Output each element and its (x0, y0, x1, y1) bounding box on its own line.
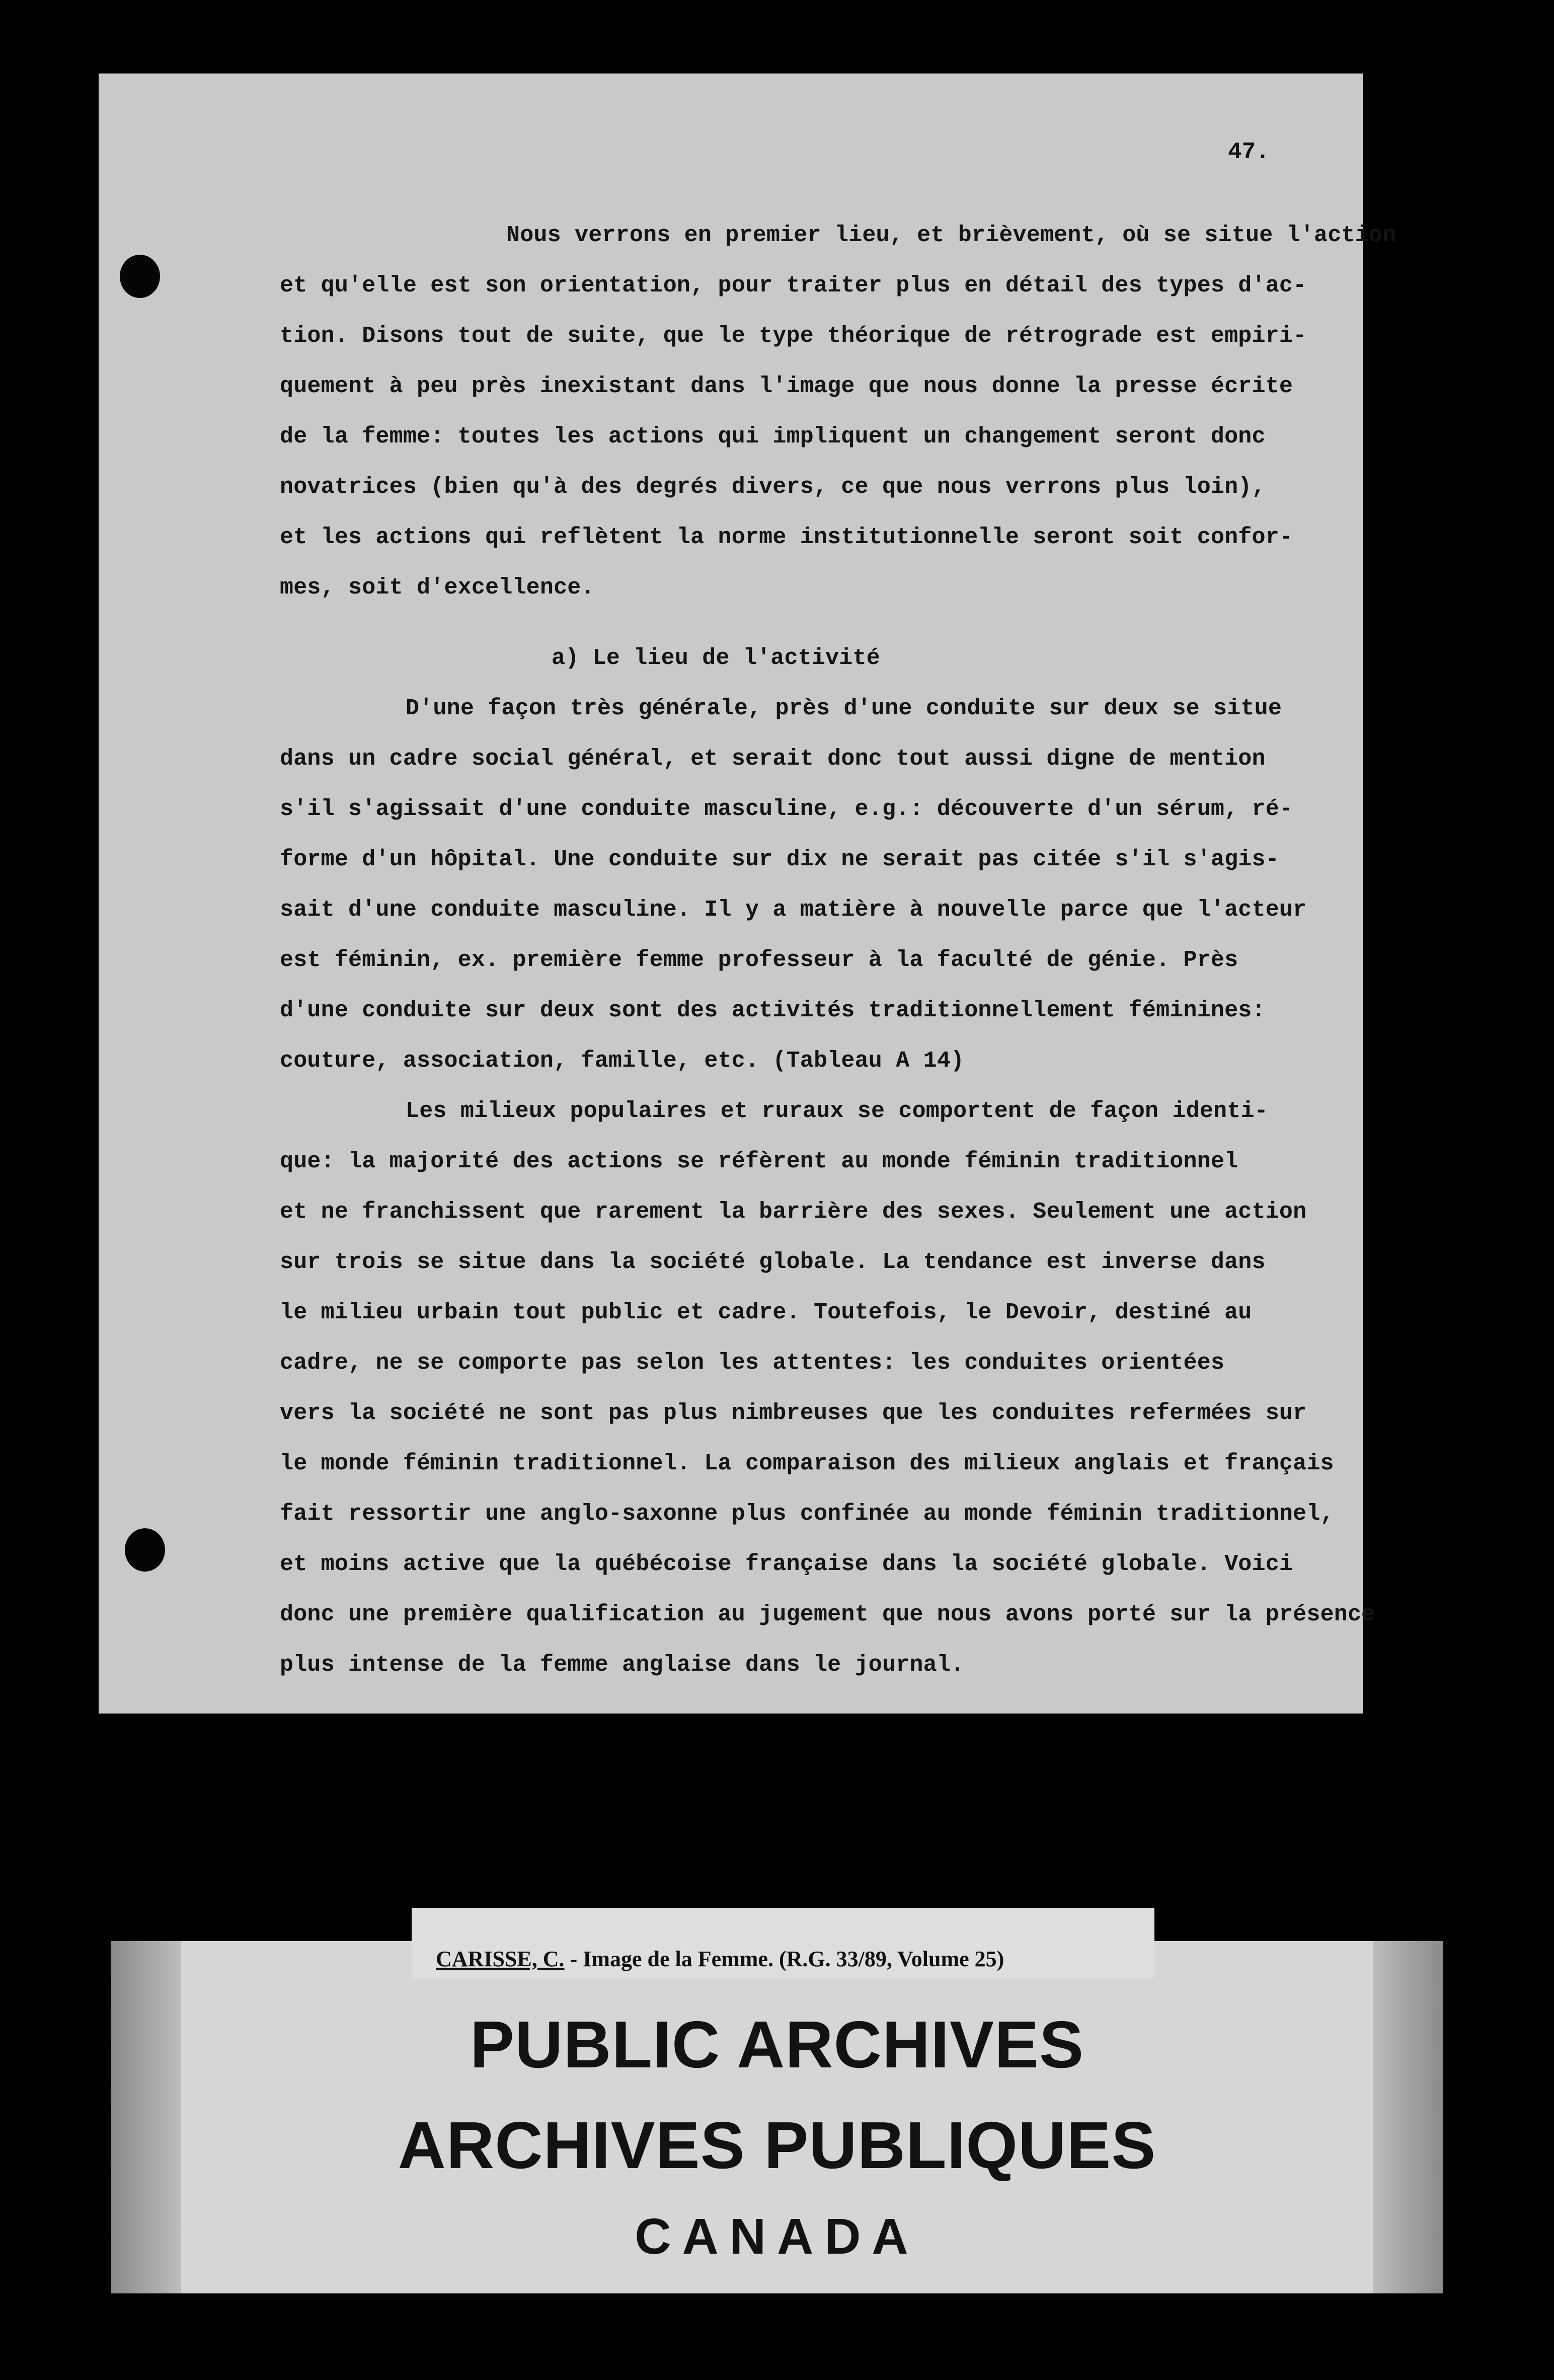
text-line: et moins active que la québécoise française dans la société globale. Voici (280, 1551, 1293, 1577)
text-line: dans un cadre social général, et serait donc tout aussi digne de mention (280, 746, 1266, 772)
text-line: et qu'elle est son orientation, pour traiter plus en détail des types d'ac- (280, 273, 1307, 299)
text-line: cadre, ne se comporte pas selon les attentes: les conduites orientées (280, 1350, 1225, 1376)
stamp-archives-publiques: ARCHIVES PUBLIQUES (398, 2108, 1156, 2182)
text-line: d'une conduite sur deux sont des activités traditionnellement féminines: (280, 998, 1266, 1023)
text-line: forme d'un hôpital. Une conduite sur dix ne serait pas citée s'il s'agis- (280, 847, 1279, 872)
archive-label-author: CARISSE, C. (436, 1947, 565, 1971)
stamp-canada: CANADA (635, 2208, 919, 2265)
text-line: et les actions qui reflètent la norme institutionnelle seront soit confor- (280, 525, 1293, 550)
archive-label-text (436, 1946, 1004, 1972)
text-line: Les milieux populaires et ruraux se comportent de façon identi- (406, 1098, 1268, 1124)
text-line: D'une façon très générale, près d'une conduite sur deux se situe (406, 696, 1282, 721)
text-line: mes, soit d'excellence. (280, 575, 595, 601)
text-line: tion. Disons tout de suite, que le type théorique de rétrograde est empiri- (280, 323, 1307, 349)
text-line: couture, association, famille, etc. (Tableau A 14) (280, 1048, 965, 1074)
archive-label (412, 1908, 1154, 1978)
text-line: que: la majorité des actions se réfèrent au monde féminin traditionnel (280, 1149, 1238, 1174)
section-heading: a) Le lieu de l'activité (552, 645, 880, 671)
punch-hole-top (120, 255, 160, 298)
document-page (99, 73, 1396, 1714)
text-line: Nous verrons en premier lieu, et brièvement, où se situe l'action (506, 222, 1396, 248)
text-line: et ne franchissent que rarement la barrière des sexes. Seulement une action (280, 1199, 1307, 1225)
text-line: de la femme: toutes les actions qui impliquent un changement seront donc (280, 424, 1266, 450)
stamp-public-archives: PUBLIC ARCHIVES (470, 2007, 1084, 2081)
archives-stamp-card (111, 1941, 1443, 2293)
text-line: vers la société ne sont pas plus nimbreuses que les conduites refermées sur (280, 1400, 1307, 1426)
text-line: est féminin, ex. première femme professeur à la faculté de génie. Près (280, 947, 1238, 973)
text-line: le milieu urbain tout public et cadre. Toutefois, le Devoir, destiné au (280, 1300, 1252, 1325)
page-number: 47. (1228, 139, 1270, 165)
text-line: novatrices (bien qu'à des degrés divers, ce que nous verrons plus loin), (280, 474, 1266, 500)
text-line: quement à peu près inexistant dans l'image que nous donne la presse écrite (280, 374, 1293, 399)
text-line: sait d'une conduite masculine. Il y a matière à nouvelle parce que l'acteur (280, 897, 1307, 923)
text-line: le monde féminin traditionnel. La comparaison des milieux anglais et français (280, 1451, 1334, 1476)
text-line: sur trois se situe dans la société globale. La tendance est inverse dans (280, 1249, 1266, 1275)
text-line: fait ressortir une anglo-saxonne plus confinée au monde féminin traditionnel, (280, 1501, 1334, 1527)
text-line: plus intense de la femme anglaise dans le journal. (280, 1652, 965, 1678)
archive-label-reference: - Image de la Femme. (R.G. 33/89, Volume 25) (564, 1947, 1004, 1971)
text-line: donc une première qualification au jugement que nous avons porté sur la présence (280, 1602, 1375, 1627)
text-line: s'il s'agissait d'une conduite masculine, e.g.: découverte d'un sérum, ré- (280, 796, 1293, 822)
punch-hole-bottom (125, 1528, 165, 1572)
